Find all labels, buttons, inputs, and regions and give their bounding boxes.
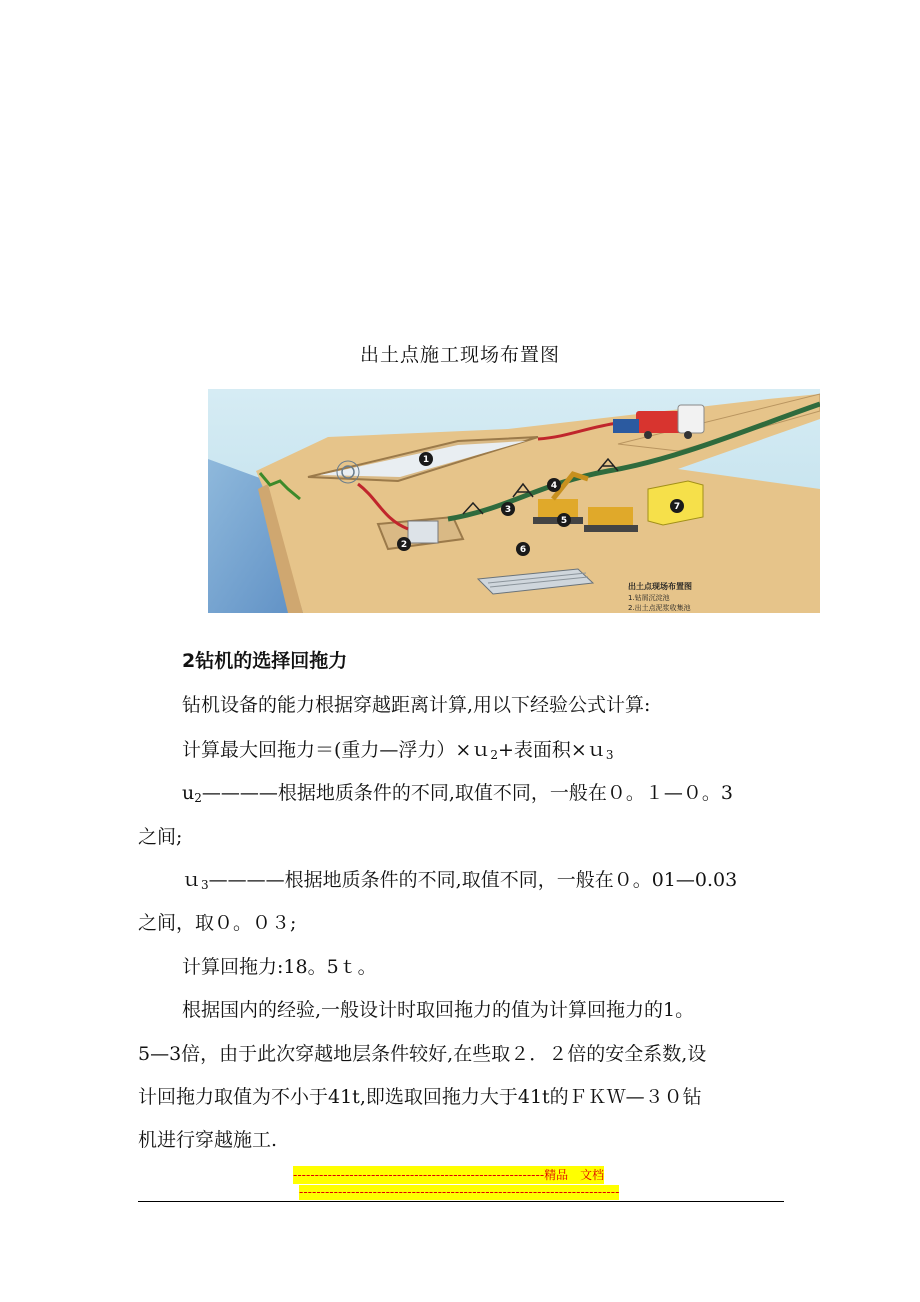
marker-3: 3 [504, 505, 512, 515]
u3-definition [182, 865, 737, 892]
marker-6: 6 [519, 545, 527, 555]
u2-continuation: 之间; [138, 826, 183, 848]
legend-item-1: 1.钻屑沉淀池 [628, 594, 670, 602]
u2-label: u [182, 782, 195, 804]
site-layout-figure [208, 389, 820, 613]
u3-sub: 3 [201, 878, 209, 892]
u3-text: ————根据地质条件的不同,取值不同，一般在０。01—0.03 [208, 869, 738, 891]
figure-caption: 出土点施工现场布置图 [359, 344, 560, 366]
footer-rule [138, 1201, 784, 1202]
u3-label: ｕ [182, 869, 202, 891]
marker-1: 1 [422, 455, 430, 465]
formula-sub-3: 3 [605, 748, 614, 762]
u2-sub: 2 [194, 791, 202, 805]
formula-part-b: +表面积×ｕ [497, 739, 606, 761]
site-layout-illustration [208, 389, 820, 613]
paragraph-2-line-3: 计回拖力取值为不小于41t,即选取回拖力大于41t的ＦＫＷ—３０钻 [138, 1086, 702, 1108]
formula-line [182, 735, 613, 762]
u2-text: ————根据地质条件的不同,取值不同，一般在０。１—０。3 [201, 782, 734, 804]
section-heading: 2钻机的选择回拖力 [182, 650, 348, 672]
formula-sub-2: 2 [490, 748, 498, 762]
paragraph-2-line-2: 5—3倍，由于此次穿越地层条件较好,在些取２．２倍的安全系数,设 [138, 1043, 707, 1065]
u3-continuation: 之间，取０。０３; [138, 912, 297, 934]
paragraph-2-line-4: 机进行穿越施工. [138, 1129, 278, 1151]
legend-item-2: 2.出土点泥浆收集池 [628, 604, 691, 612]
footer-watermark-top: ----------------------------------------------------------精品 文档 [293, 1168, 605, 1182]
footer-watermark-bottom: -------------------------------------------------------------------------- [299, 1185, 620, 1199]
legend-title: 出土点现场布置图 [628, 582, 692, 591]
marker-5: 5 [560, 516, 568, 526]
marker-2: 2 [400, 540, 408, 550]
paragraph-2-line-1: 根据国内的经验,一般设计时取回拖力的值为计算回拖力的1。 [182, 999, 695, 1021]
marker-7: 7 [673, 502, 681, 512]
marker-4: 4 [550, 481, 558, 491]
formula-part-a: 计算最大回拖力＝(重力—浮力）×ｕ [182, 739, 491, 761]
u2-definition [182, 778, 733, 805]
calculated-pullback: 计算回拖力:18。5ｔ。 [182, 956, 377, 978]
paragraph-intro: 钻机设备的能力根据穿越距离计算,用以下经验公式计算: [182, 694, 651, 716]
